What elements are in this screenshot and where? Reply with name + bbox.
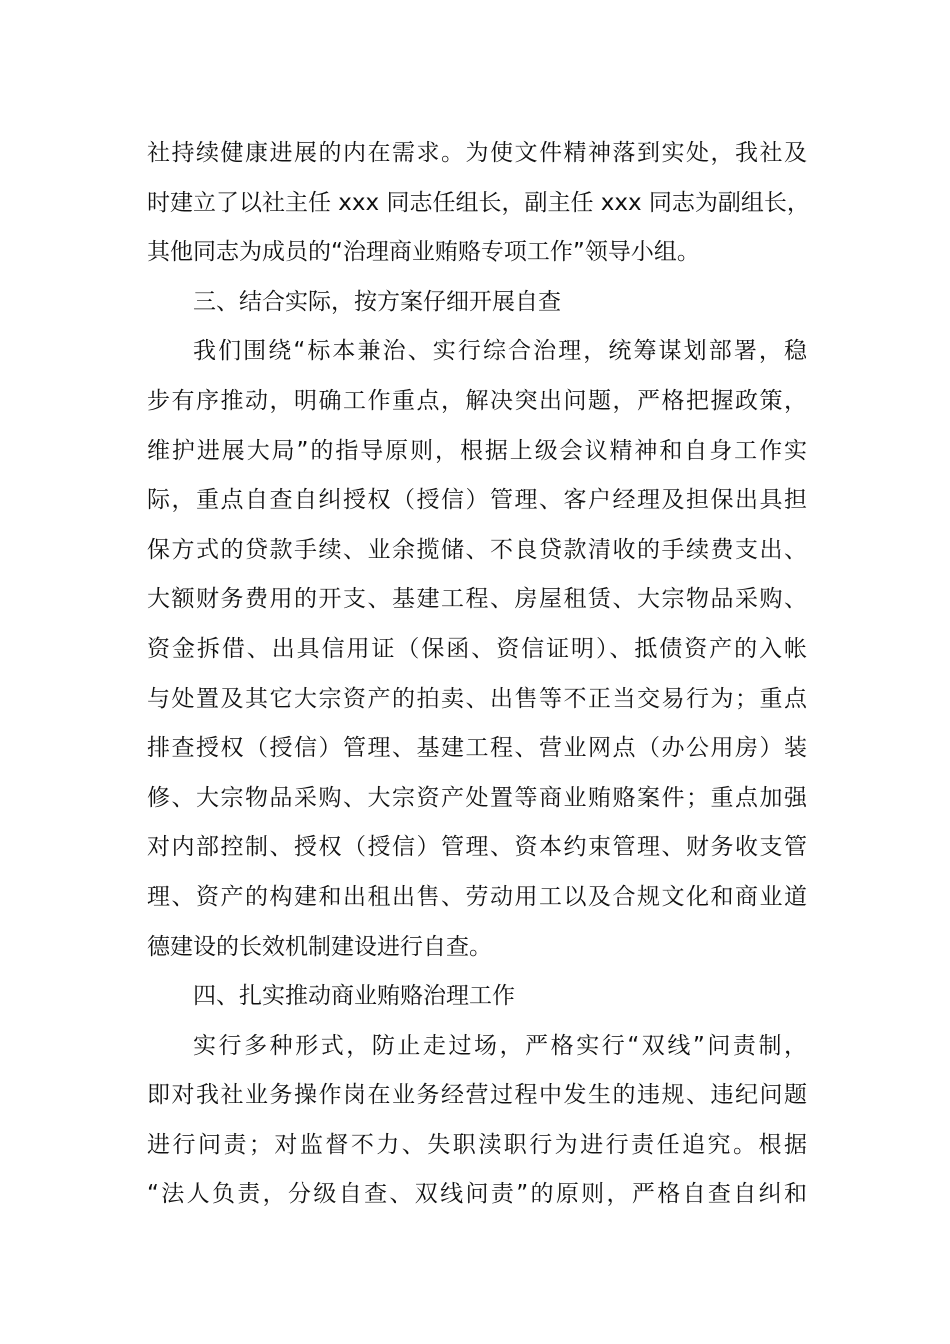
text-line: 保方式的贷款手续、业余揽储、不良贷款清收的手续费支出、 <box>147 536 807 563</box>
text-line: 修、大宗物品采购、大宗资产处置等商业贿赂案件；重点加强 <box>147 784 807 811</box>
text-line: 对内部控制、授权（授信）管理、资本约束管理、财务收支管 <box>147 834 807 861</box>
text-line: 德建设的长效机制建设进行自查。 <box>147 933 492 960</box>
text-line: 进行问责；对监督不力、失职渎职行为进行责任追究。根据 <box>147 1131 807 1158</box>
document-body <box>147 129 810 1220</box>
section-heading-3: 三、结合实际，按方案仔细开展自查 <box>193 288 561 315</box>
text-line: 与处置及其它大宗资产的拍卖、出售等不正当交易行为；重点 <box>147 685 807 712</box>
text-line: 其他同志为成员的“治理商业贿赂专项工作”领导小组。 <box>147 239 700 266</box>
text-line: 社持续健康进展的内在需求。为使文件精神落到实处，我社及 <box>147 140 807 166</box>
text-line: 实行多种形式，防止走过场，严格实行“双线”问责制， <box>193 1032 807 1059</box>
text-line: 步有序推动，明确工作重点，解决突出问题，严格把握政策， <box>147 387 807 414</box>
text-line: 大额财务费用的开支、基建工程、房屋租赁、大宗物品采购、 <box>147 586 807 613</box>
text-line: “法人负责，分级自查、双线问责”的原则，严格自查自纠和 <box>147 1181 807 1208</box>
text-line: 即对我社业务操作岗在业务经营过程中发生的违规、违纪问题 <box>147 1082 807 1109</box>
text-line: 理、资产的构建和出租出售、劳动用工以及合规文化和商业道 <box>147 883 807 910</box>
text-line: 际，重点自查自纠授权（授信）管理、客户经理及担保出具担 <box>147 487 807 514</box>
text-line: 资金拆借、出具信用证（保函、资信证明）、抵债资产的入帐 <box>147 635 807 662</box>
text-line: 维护进展大局”的指导原则，根据上级会议精神和自身工作实 <box>147 437 807 464</box>
text-line: 我们围绕“标本兼治、实行综合治理，统筹谋划部署，稳 <box>193 338 807 365</box>
text-line: 排查授权（授信）管理、基建工程、营业网点（办公用房）装 <box>147 735 807 762</box>
section-heading-4: 四、扎实推动商业贿赂治理工作 <box>193 983 515 1010</box>
text-line: 时建立了以社主任 xxx 同志任组长，副主任 xxx 同志为副组长， <box>147 189 810 216</box>
